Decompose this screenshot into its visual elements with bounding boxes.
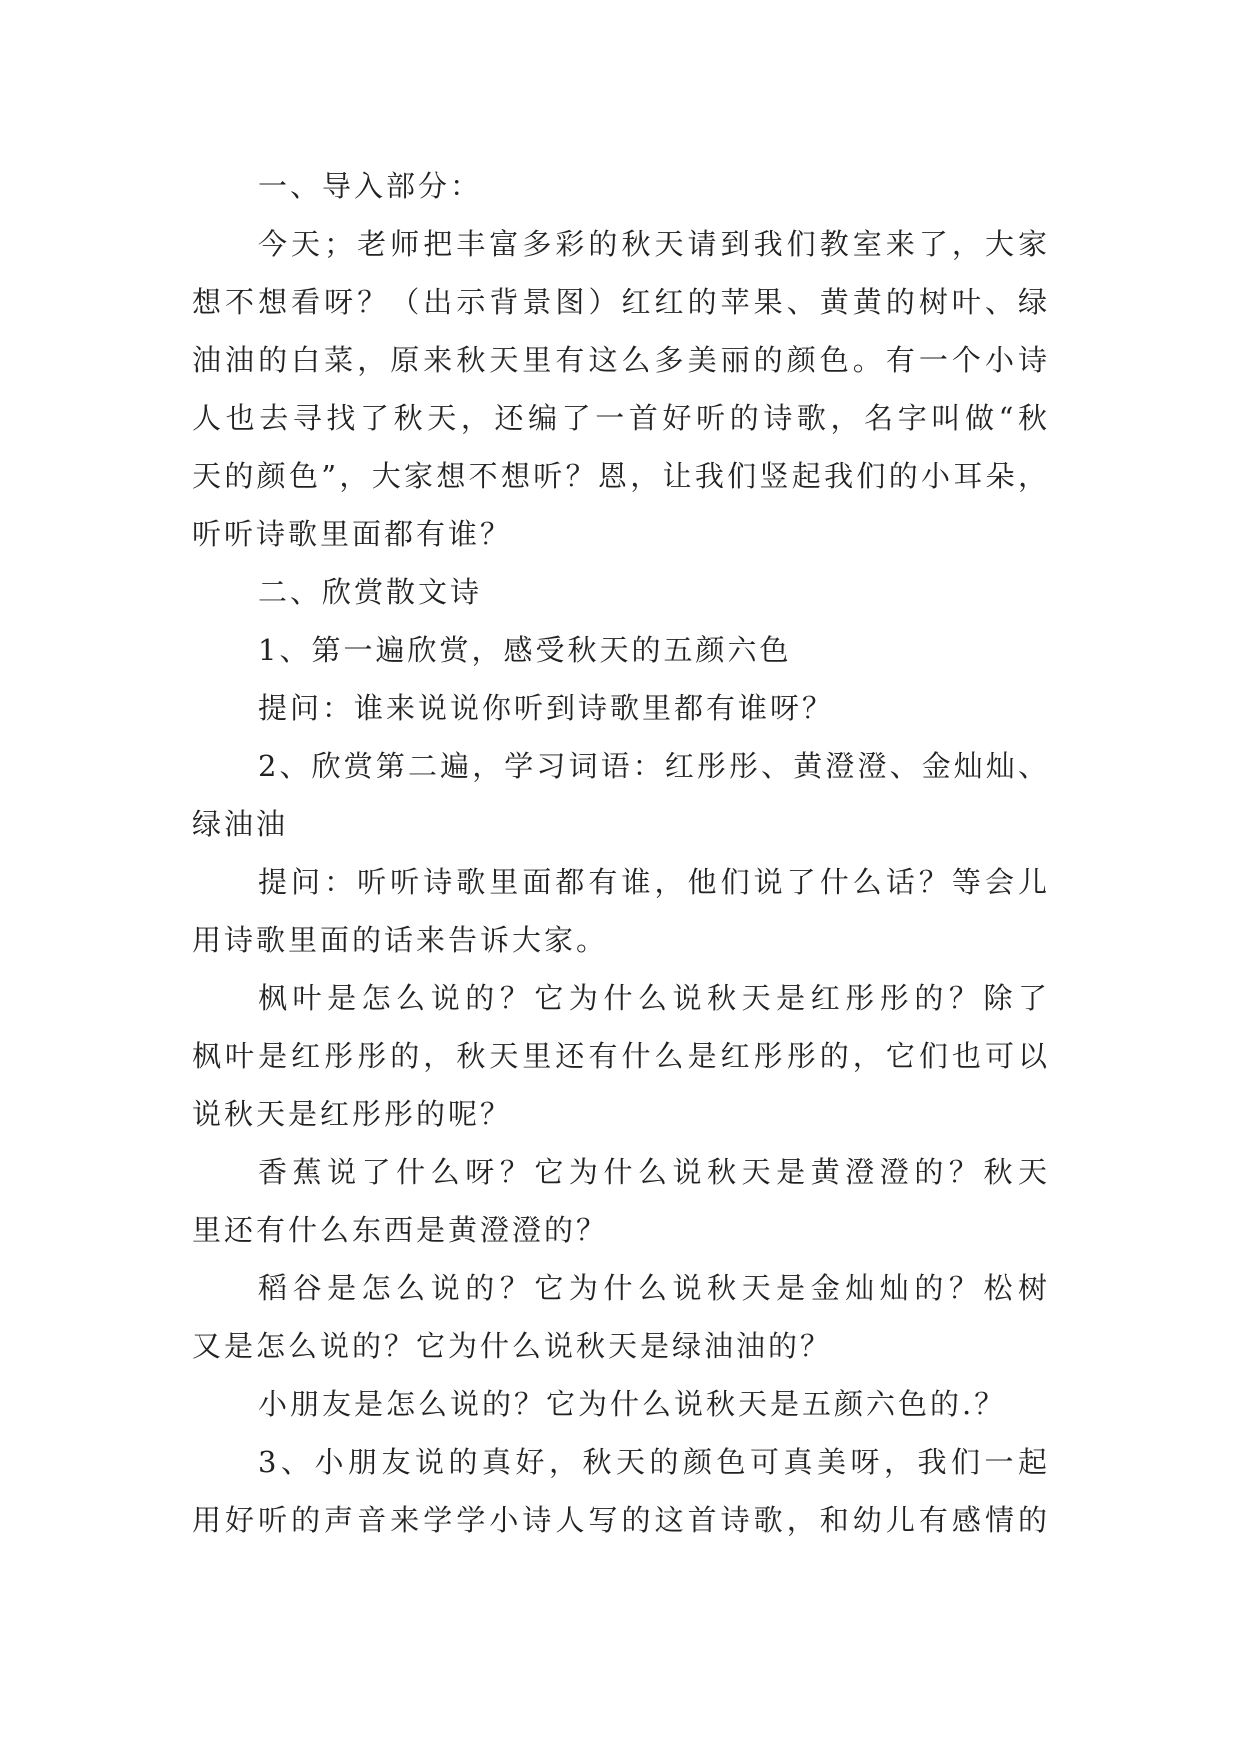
paragraph-rice-pine <box>192 1259 1050 1375</box>
paragraph-line: 小朋友是怎么说的？它为什么说秋天是五颜六色的.？ <box>258 1387 1007 1421</box>
question-1 <box>192 679 1050 737</box>
paragraph-line: 枫叶是红彤彤的，秋天里还有什么是红彤彤的，它们也可以 <box>192 1039 1050 1073</box>
step-3 <box>192 1433 1050 1549</box>
paragraph-line: 人也去寻找了秋天，还编了一首好听的诗歌，名字叫做“秋 <box>192 401 1050 435</box>
paragraph-line: 又是怎么说的？它为什么说秋天是绿油油的？ <box>192 1329 833 1363</box>
paragraph-line: 提问：谁来说说你听到诗歌里都有谁呀？ <box>258 691 835 725</box>
question-2 <box>192 853 1050 969</box>
step-2 <box>192 737 1050 853</box>
paragraph-line: 油油的白菜，原来秋天里有这么多美丽的颜色。有一个小诗 <box>192 343 1050 377</box>
section-heading-intro <box>192 157 1050 215</box>
step-1 <box>192 621 1050 679</box>
paragraph-line: 天的颜色”，大家想不想听？恩，让我们竖起我们的小耳朵， <box>192 459 1050 493</box>
paragraph-line: 稻谷是怎么说的？它为什么说秋天是金灿灿的？松树 <box>258 1271 1050 1305</box>
paragraph-line: 用诗歌里面的话来告诉大家。 <box>192 923 609 957</box>
paragraph-line: 想不想看呀？（出示背景图）红红的苹果、黄黄的树叶、绿 <box>192 285 1050 319</box>
paragraph-line: 香蕉说了什么呀？它为什么说秋天是黄澄澄的？秋天 <box>258 1155 1050 1189</box>
paragraph-line: 3、小朋友说的真好，秋天的颜色可真美呀，我们一起 <box>258 1445 1050 1479</box>
paragraph-banana <box>192 1143 1050 1259</box>
paragraph-line: 用好听的声音来学学小诗人写的这首诗歌，和幼儿有感情的 <box>192 1503 1050 1537</box>
paragraph-line: 枫叶是怎么说的？它为什么说秋天是红彤彤的？除了 <box>258 981 1050 1015</box>
paragraph-maple-leaf <box>192 969 1050 1143</box>
paragraph-intro <box>192 215 1050 563</box>
paragraph-line: 里还有什么东西是黄澄澄的？ <box>192 1213 609 1247</box>
document-body <box>192 157 1050 1549</box>
paragraph-line: 二、欣赏散文诗 <box>258 575 483 609</box>
paragraph-line: 绿油油 <box>192 807 289 841</box>
paragraph-line: 听听诗歌里面都有谁？ <box>192 517 513 551</box>
paragraph-children <box>192 1375 1050 1433</box>
paragraph-line: 说秋天是红彤彤的呢？ <box>192 1097 513 1131</box>
paragraph-line: 提问：听听诗歌里面都有谁，他们说了什么话？等会儿 <box>258 865 1050 899</box>
paragraph-line: 一、导入部分： <box>258 169 483 203</box>
paragraph-line: 今天；老师把丰富多彩的秋天请到我们教室来了，大家 <box>258 227 1050 261</box>
paragraph-line: 2、欣赏第二遍，学习词语：红彤彤、黄澄澄、金灿灿、 <box>258 749 1050 783</box>
section-heading-appreciation <box>192 563 1050 621</box>
paragraph-line: 1、第一遍欣赏，感受秋天的五颜六色 <box>258 633 792 667</box>
